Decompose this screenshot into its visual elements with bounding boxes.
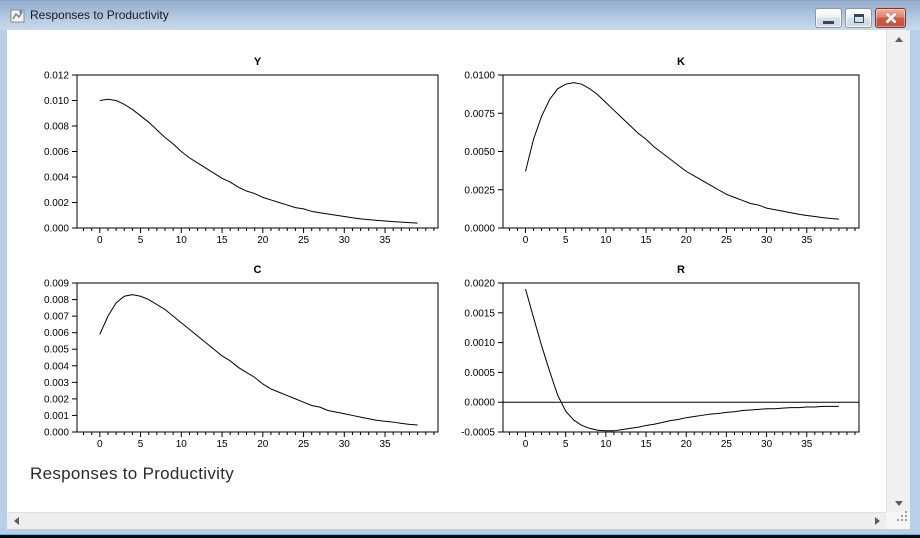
y-tick-label: 0.012: [43, 70, 69, 82]
x-tick-label: 30: [338, 439, 350, 450]
series-line: [100, 99, 418, 223]
x-tick-label: 15: [216, 439, 228, 450]
y-tick-label: 0.007: [43, 311, 69, 323]
chart-title: Y: [253, 56, 262, 68]
y-tick-label: 0.0025: [464, 185, 495, 197]
y-tick-label: 0.005: [43, 344, 69, 356]
chevron-up-icon: [895, 37, 903, 42]
scrollbar-corner: [886, 512, 910, 529]
minimize-icon: [823, 21, 834, 24]
chart-title: R: [677, 264, 685, 276]
chart-title: K: [677, 56, 685, 68]
x-tick-label: 5: [137, 439, 144, 450]
y-tick-label: 0.004: [43, 172, 69, 184]
x-tick-label: 10: [175, 439, 187, 450]
y-tick-label: 0.0100: [464, 70, 495, 82]
x-tick-label: 20: [680, 439, 692, 450]
x-tick-label: 15: [216, 235, 228, 246]
vertical-scrollbar[interactable]: [886, 30, 910, 512]
y-tick-label: 0.0075: [464, 108, 495, 120]
title-bar[interactable]: [0, 0, 920, 30]
series-line: [526, 289, 839, 431]
x-tick-label: 30: [761, 235, 773, 246]
y-tick-label: 0.0000: [464, 397, 495, 409]
y-tick-label: 0.001: [43, 410, 69, 422]
x-tick-label: 15: [640, 235, 652, 246]
window-title: Responses to Productivity: [30, 8, 169, 22]
content-area: [7, 30, 886, 512]
x-tick-label: 5: [562, 439, 569, 450]
y-tick-label: -0.0005: [461, 427, 495, 439]
x-tick-label: 10: [175, 235, 187, 246]
horizontal-scrollbar[interactable]: [7, 512, 886, 529]
series-line: [526, 83, 839, 219]
chart-k: [450, 50, 880, 250]
scroll-left-button[interactable]: [7, 513, 25, 529]
x-tick-label: 20: [257, 235, 269, 246]
chevron-down-icon: [895, 501, 903, 506]
y-tick-label: 0.008: [43, 295, 69, 307]
figure-caption: Responses to Productivity: [30, 464, 235, 483]
x-tick-label: 5: [137, 235, 144, 246]
y-tick-label: 0.006: [43, 328, 69, 340]
maximize-icon: [854, 14, 864, 23]
x-tick-label: 15: [640, 439, 652, 450]
chart-c: [20, 258, 450, 458]
chevron-left-icon: [14, 517, 19, 525]
x-tick-label: 10: [600, 235, 612, 246]
y-tick-label: 0.003: [43, 377, 69, 389]
y-tick-label: 0.0000: [464, 223, 495, 235]
x-tick-label: 30: [761, 439, 773, 450]
y-tick-label: 0.006: [43, 147, 69, 158]
y-tick-label: 0.0015: [464, 308, 495, 320]
x-tick-label: 5: [562, 235, 569, 246]
x-tick-label: 0: [97, 235, 103, 246]
resize-grip-icon[interactable]: [896, 509, 908, 527]
y-tick-label: 0.0005: [464, 367, 495, 379]
y-tick-label: 0.002: [43, 198, 69, 209]
series-line: [100, 295, 418, 425]
x-tick-label: 10: [600, 439, 612, 450]
x-tick-label: 20: [257, 439, 269, 450]
y-tick-label: 0.008: [43, 121, 69, 133]
chart-y: [20, 50, 450, 250]
chart-title: C: [253, 264, 262, 276]
close-icon: [884, 11, 898, 25]
x-tick-label: 25: [720, 235, 732, 246]
minimize-button[interactable]: [815, 8, 842, 28]
maximize-button[interactable]: [845, 8, 872, 28]
chart-r: [450, 258, 880, 458]
y-tick-label: 0.010: [43, 96, 69, 107]
scroll-right-button[interactable]: [868, 513, 886, 529]
x-tick-label: 0: [522, 235, 529, 246]
x-tick-label: 0: [97, 439, 103, 450]
y-tick-label: 0.009: [43, 278, 69, 290]
y-tick-label: 0.0020: [464, 278, 495, 290]
x-tick-label: 0: [522, 439, 529, 450]
x-tick-label: 25: [297, 235, 310, 246]
x-tick-label: 20: [680, 235, 692, 246]
x-tick-label: 30: [338, 235, 350, 246]
app-icon: [9, 7, 26, 24]
y-tick-label: 0.004: [43, 361, 69, 373]
scroll-up-button[interactable]: [887, 30, 910, 48]
x-tick-label: 25: [720, 439, 732, 450]
close-button[interactable]: [875, 8, 906, 28]
y-tick-label: 0.000: [43, 427, 69, 439]
y-tick-label: 0.0010: [464, 338, 495, 350]
x-tick-label: 35: [801, 439, 813, 450]
x-tick-label: 35: [379, 439, 391, 450]
chevron-right-icon: [875, 517, 880, 525]
x-tick-label: 35: [801, 235, 813, 246]
y-tick-label: 0.0050: [464, 147, 495, 158]
x-tick-label: 25: [297, 439, 310, 450]
x-tick-label: 35: [379, 235, 391, 246]
y-tick-label: 0.002: [43, 394, 69, 406]
y-tick-label: 0.000: [43, 223, 69, 235]
